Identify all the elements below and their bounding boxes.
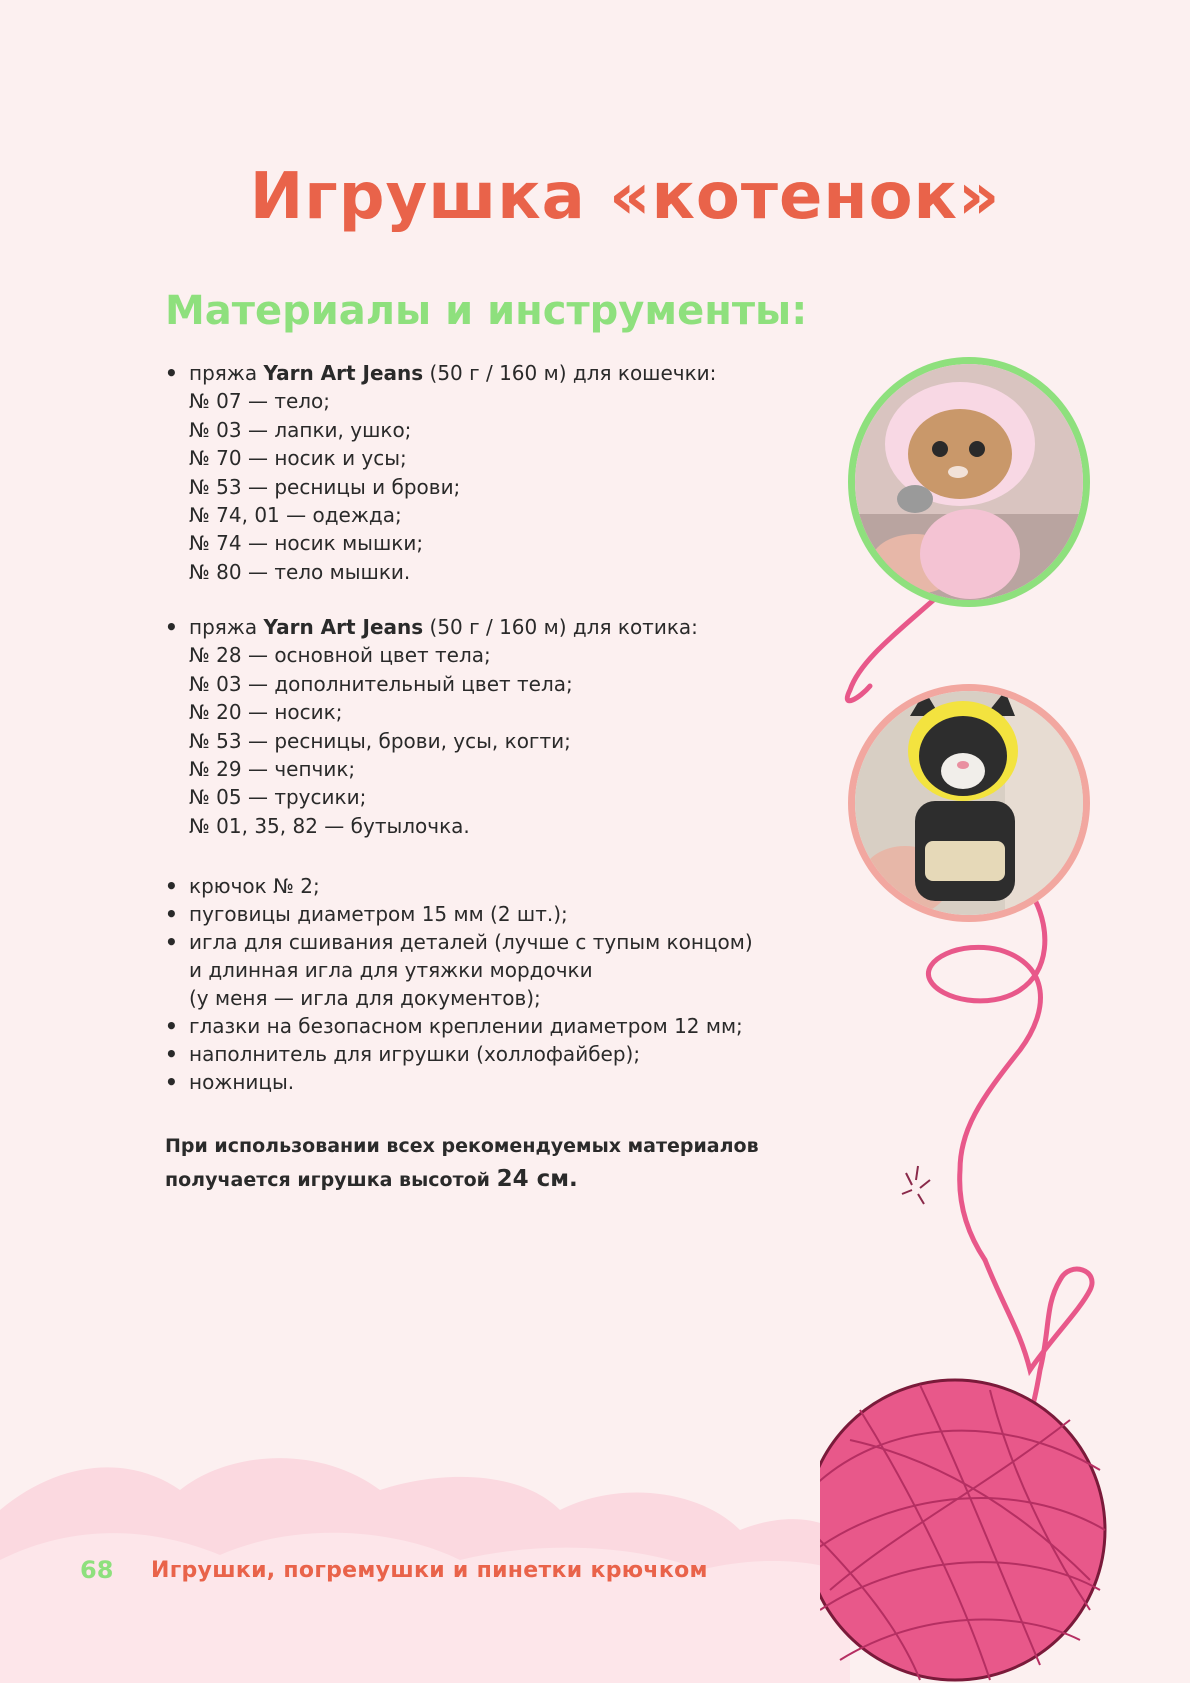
color-item: № 01, 35, 82 — бутылочка. [189, 813, 470, 838]
color-item: № 03 — дополнительный цвет тела; [189, 671, 573, 696]
materials-heading: Материалы и инструменты: [165, 288, 808, 334]
kitten-toy-photo [848, 684, 1090, 922]
list-item [165, 928, 753, 1012]
tool-text: наполнитель для игрушки (холлофайбер); [189, 1042, 641, 1066]
tool-text: (у меня — игла для документов); [189, 986, 541, 1010]
tool-text: и длинная игла для утяжки мордочки [189, 958, 593, 982]
tool-text: крючок № 2; [189, 874, 320, 898]
color-item: № 28 — основной цвет тела; [189, 643, 491, 668]
color-item: № 53 — ресницы и брови; [189, 474, 461, 499]
yarn-suffix: (50 г / 160 м) для кошечки: [423, 361, 717, 385]
toy-height: 24 см. [496, 1166, 578, 1192]
color-item: № 53 — ресницы, брови, усы, когти; [189, 728, 571, 753]
tool-text: ножницы. [189, 1070, 295, 1094]
color-item: № 03 — лапки, ушко; [189, 417, 412, 442]
yarn-knot [902, 1166, 930, 1204]
note-line1: При использовании всех рекомендуемых материалов [165, 1135, 759, 1157]
page-title: Игрушка «котенок» [249, 160, 1001, 234]
yarn-brand: Yarn Art Jeans [263, 615, 424, 639]
list-item [165, 1040, 753, 1068]
color-item: № 20 — носик; [189, 700, 343, 725]
color-item: № 74 — носик мышки; [189, 531, 424, 556]
book-title: Игрушки, погремушки и пинетки крючком [151, 1558, 708, 1583]
color-item: № 70 — носик и усы; [189, 446, 407, 471]
kitty-head-shape [908, 409, 1012, 499]
tools-list [165, 872, 753, 1096]
yarn-list-kitten [165, 613, 698, 840]
mouse-toy-shape [897, 485, 933, 513]
yarn-suffix: (50 г / 160 м) для котика: [423, 615, 698, 639]
yarn-brand: Yarn Art Jeans [263, 361, 424, 385]
list-item [165, 1012, 753, 1040]
color-item: № 07 — тело; [189, 389, 331, 414]
kitty-toy-photo [848, 357, 1090, 607]
page-number: 68 [80, 1556, 114, 1584]
kitty-dress-shape [920, 509, 1020, 599]
yarn-prefix: пряжа [189, 361, 264, 385]
result-note [165, 1130, 759, 1197]
tool-text: пуговицы диаметром 15 мм (2 шт.); [189, 902, 568, 926]
list-item [165, 359, 716, 586]
list-item [165, 872, 753, 900]
note-line2: получается игрушка высотой [165, 1169, 497, 1191]
list-item [165, 900, 753, 928]
color-item: № 29 — чепчик; [189, 757, 356, 782]
yarn-prefix: пряжа [189, 615, 264, 639]
color-item: № 74, 01 — одежда; [189, 503, 402, 528]
tool-text: глазки на безопасном креплении диаметром 12 мм; [189, 1014, 743, 1038]
yarn-list-kitty [165, 359, 716, 586]
color-item: № 80 — тело мышки. [189, 559, 411, 584]
color-item: № 05 — трусики; [189, 785, 367, 810]
list-item [165, 613, 698, 840]
yarn-ball-icon [820, 1380, 1105, 1680]
kitten-bottle-shape [925, 841, 1005, 881]
tool-text: игла для сшивания деталей (лучше с тупым концом) [189, 930, 753, 954]
list-item [165, 1068, 753, 1096]
